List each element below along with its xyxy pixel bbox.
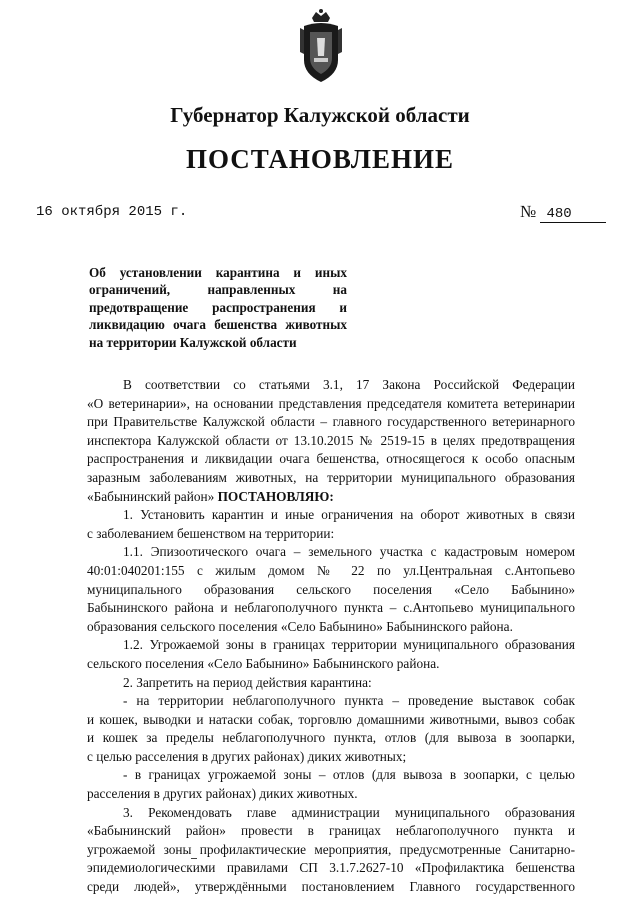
- body-line: 2. Запретить на период действия карантина:: [123, 674, 372, 690]
- decree-word: ПОСТАНОВЛЯЮ:: [217, 488, 334, 504]
- subject-line: ограничений, направленных на: [89, 282, 347, 298]
- body-line: 1. Установить карантин и иные ограничения на оборот животных в связи: [123, 507, 575, 523]
- body-line: расселения в других районах) диких животных.: [87, 786, 358, 802]
- body-line: распространения и ликвидации очага бешенства, относящегося к особо опасным: [87, 451, 575, 467]
- subject-line: Об установлении карантина и иных: [89, 265, 347, 280]
- body-line-text: «Бабынинский район»: [87, 488, 215, 504]
- subject-line: на территории Калужской области: [89, 334, 297, 350]
- body-line: [87, 488, 575, 507]
- body-line: 40:01:040201:155 с жилым домом № 22 по ул.Центральная с.Антопьево: [87, 562, 575, 578]
- body-line: эпидемиологическими правилами СП 3.1.7.2627-10 «Профилактика бешенства: [87, 860, 575, 876]
- number-value: 480: [540, 206, 606, 223]
- body-line: и кошек за пределы неблагополучного пункта, отлов (для вывоза в зоопарки,: [87, 730, 575, 746]
- document-date: 16 октября 2015 г.: [36, 204, 188, 220]
- body-line: с заболеванием бешенством на территории:: [87, 525, 335, 541]
- body-line: В соответствии со статьями 3.1, 17 Закона Российской Федерации: [123, 377, 575, 392]
- body-line: образования сельского поселения «Село Бабынино» Бабынинского района.: [87, 618, 513, 634]
- subject-line: предотвращение распространения и: [89, 299, 347, 315]
- body-line: сельского поселения «Село Бабынино» Бабынинского района.: [87, 655, 440, 671]
- body-line: заразным заболеваниям животных, на территории муниципального образования: [87, 469, 575, 485]
- body-line: 1.2. Угрожаемой зоны в границах территории муниципального образования: [123, 637, 575, 653]
- body-line: «Бабынинский район» провести в границах неблагополучного пункта и: [87, 823, 575, 839]
- body-line: 3. Рекомендовать главе администрации муниципального образования: [123, 804, 575, 820]
- body-line: - на территории неблагополучного пункта – проведение выставок собак: [123, 693, 575, 709]
- document-type: ПОСТАНОВЛЕНИЕ: [185, 144, 455, 174]
- number-label: №: [520, 202, 537, 221]
- body-line: муниципального образования сельского поселения «Село Бабынино»: [87, 581, 575, 597]
- body-line: 1.1. Эпизоотического очага – земельного участка с кадастровым номером: [123, 544, 575, 560]
- body-line: угрожаемой зоны профилактические мероприятия, предусмотренные Санитарно-: [87, 841, 575, 857]
- body-line: среди людей», утверждёнными постановлением Главного государственного: [87, 879, 575, 895]
- body-line: - в границах угрожаемой зоны – отлов (для вывоза в зоопарки, с целью: [123, 767, 575, 783]
- document-body: [87, 376, 575, 897]
- scan-mark: [191, 858, 197, 859]
- body-line: «О ветеринарии», на основании представления председателя комитета ветеринарии: [87, 395, 575, 411]
- body-line: с целью расселения в других районах) диких животных;: [87, 748, 407, 764]
- document-number: [520, 202, 606, 223]
- body-line: Бабынинского района и неблагополучного пункта – с.Антопьево муниципального: [87, 600, 575, 616]
- body-line: при Правительстве Калужской области – главного государственного ветеринарного: [87, 414, 575, 430]
- body-line: и кошек, выводки и натаски собак, торговлю домашними животными, вывоз собак: [87, 711, 575, 727]
- document-subject: [89, 264, 347, 351]
- coat-of-arms-icon: [298, 8, 344, 86]
- subject-line: ликвидацию очага бешенства животных: [89, 317, 347, 333]
- organization-title: Губернатор Калужской области: [170, 103, 470, 127]
- body-line: инспектора Калужской области от 13.10.2015 № 2519-15 в целях предотвращения: [87, 432, 575, 448]
